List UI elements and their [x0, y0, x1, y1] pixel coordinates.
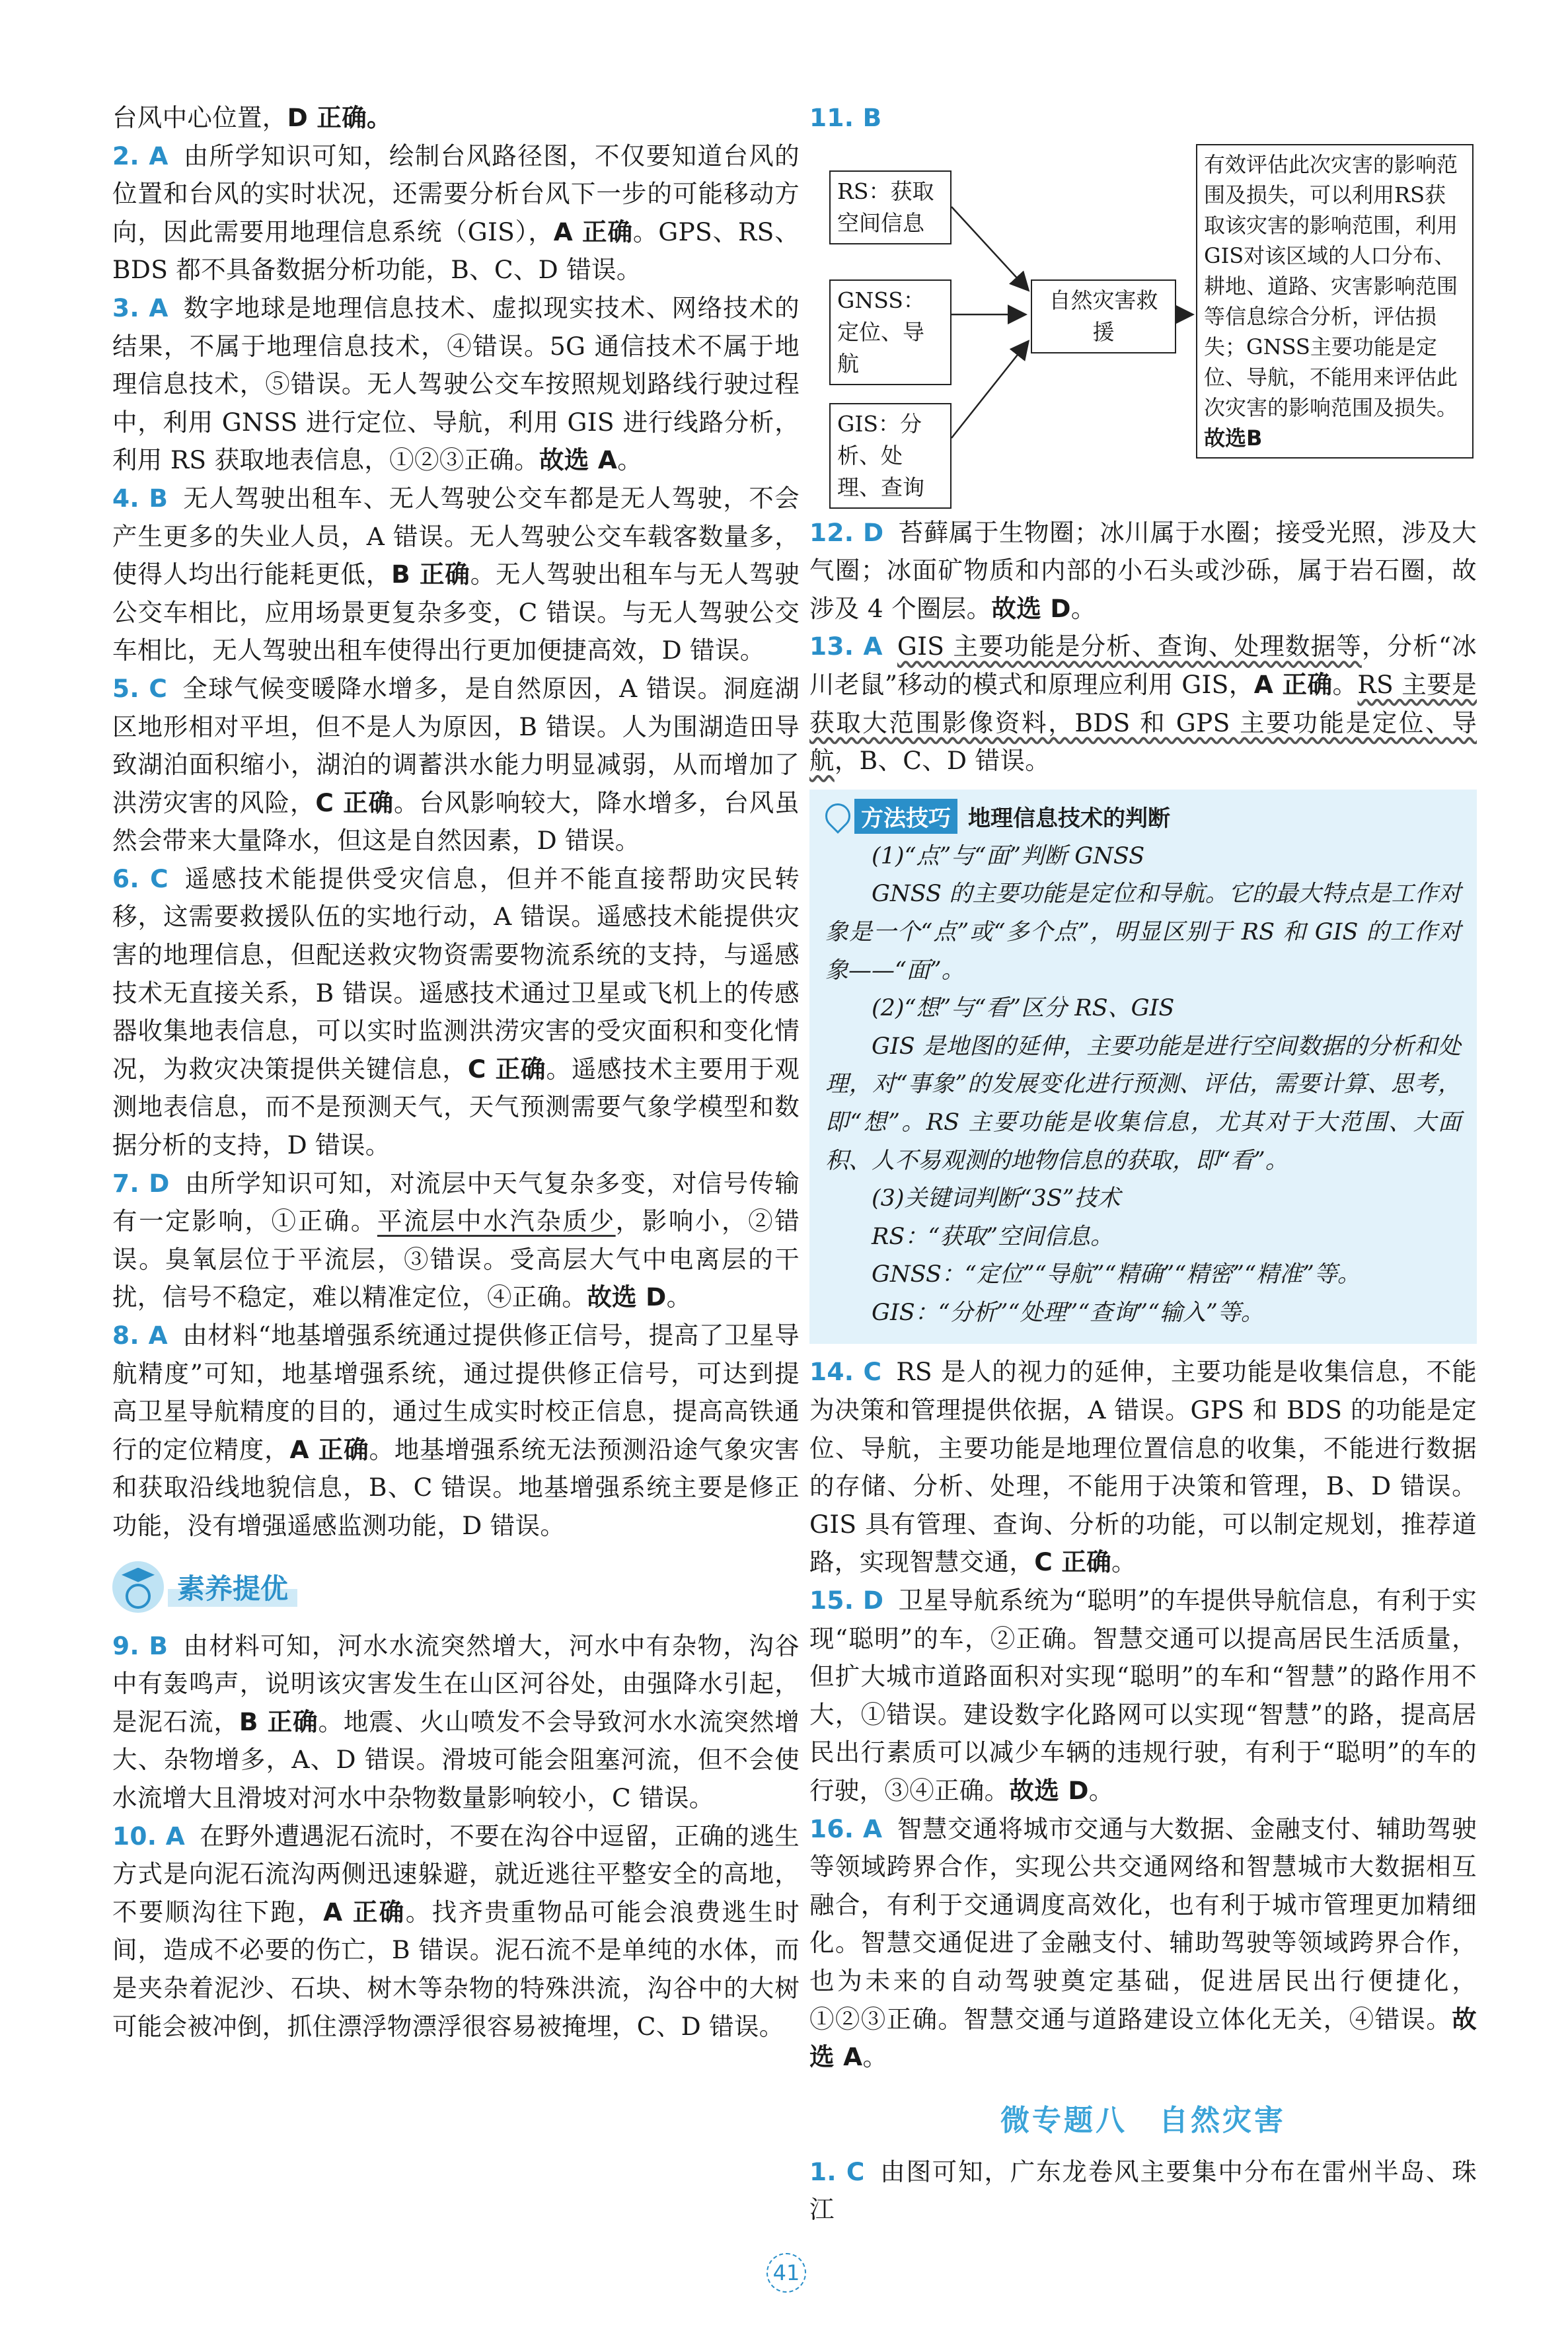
answer-5: 5. C 全球气候变暖降水增多，是自然原因，A 错误。洞庭湖区地形相对平坦，但不是人为原因，B 错误。人为围湖造田导致湖泊面积缩小，湖泊的调蓄洪水能力明显减弱，从而增加了洪涝灾害的风险，C 正确。台风影响较大，降水增多，台风虽然会带来大量降水，但这是自然因素，D 错误。	[112, 673, 800, 856]
arrow-rs	[952, 207, 1027, 289]
tips-header	[825, 799, 1461, 834]
answer-16: 16. A 智慧交通将城市交通与大数据、金融支付、辅助驾驶等领域跨界合作，实现公共交通网络和智慧城市大数据相互融合，有利于交通调度高效化，也有利于城市管理更加精细化。智慧交通促进了金融支付、辅助驾驶等领域跨界合作，也为未来的自动驾驶奠定基础，促进居民出行便捷化，①②③正确。智慧交通与道路建设立体化无关，④错误。故选 A。	[809, 1814, 1477, 2072]
answer-6: 6. C 遥感技术能提供受灾信息，但并不能直接帮助灾民转移，这需要救援队伍的实地行动，A 错误。遥感技术能提供灾害的地理信息，但配送救灾物资需要物流系统的支持，与遥感技术无直接关系，B 错误。遥感技术通过卫星或飞机上的传感器收集地表信息，可以实时监测洪涝灾害的受灾面积和变化情况，为救灾决策提供关键信息，C 正确。遥感技术主要用于观测地表信息，而不是预测天气，天气预测需要气象学模型和数据分析的支持，D 错误。	[112, 864, 800, 1160]
flow-diagram	[809, 144, 1477, 514]
box-gnss: GNSS：定位、导航	[829, 279, 952, 385]
tips-line: RS：“获取”空间信息。	[872, 1223, 1114, 1250]
underlined-text: 平流层中水汽杂质少	[377, 1206, 616, 1236]
section-title: 素养提优	[168, 1567, 297, 1607]
page-number: 41	[766, 2253, 806, 2293]
answer-4: 4. B 无人驾驶出租车、无人驾驶公交车都是无人驾驶，不会产生更多的失业人员，A 错误。无人驾驶公交车载客数量多，使得人均出行能耗更低，B 正确。无人驾驶出租车与无人驾驶公交车相比，应用场景更复杂多变，C 错误。与无人驾驶公交车相比，无人驾驶出租车使得出行更加便捷高效，D 错误。	[112, 483, 800, 665]
tips-line: (2)“想”与“看”区分 RS、GIS	[872, 995, 1175, 1022]
box-gis: GIS：分析、处理、查询	[829, 403, 952, 509]
tips-line: GNSS：“定位”“导航”“精确”“精密”“精准”等。	[872, 1261, 1361, 1288]
method-tips-box	[809, 790, 1477, 1345]
section-heading	[112, 1551, 800, 1623]
left-column	[112, 99, 800, 2046]
answer-13: 13. A GIS 主要功能是分析、查询、处理数据等，分析“冰川老鼠”移动的模式和原理应利用 GIS，A 正确。RS 主要是获取大范围影像资料，BDS 和 GPS 主要功能是定位、导航，B、C、D 错误。	[809, 632, 1477, 776]
answer-3: 3. A 数字地球是地理信息技术、虚拟现实技术、网络技术的结果，不属于地理信息技术，④错误。5G 通信技术不属于地理信息技术，⑤错误。无人驾驶公交车按照规划路线行驶过程中，利用 GNSS 进行定位、导航，利用 GIS 进行线路分析，利用 RS 获取地表信息，①②③正确。故选 A。	[112, 293, 800, 475]
tips-title: 地理信息技术的判断	[968, 805, 1170, 832]
answer-15: 15. D 卫星导航系统为“聪明”的车提供导航信息，有利于实现“聪明”的车，②正确。智慧交通可以提高居民生活质量，但扩大城市道路面积对实现“聪明”的车和“智慧”的路作用不大，①错误。建设数字化路网可以实现“智慧”的路，提高居民出行素质可以减少车辆的违规行驶，有利于“聪明”的车的行驶，③④正确。故选 D。	[809, 1586, 1477, 1805]
micro-topic-title: 微专题八 自然灾害	[1000, 2103, 1286, 2137]
arrow-gis	[952, 342, 1027, 438]
answer-11: 11. B	[809, 103, 882, 132]
answer-2: 2. A 由所学知识可知，绘制台风路径图，不仅要知道台风的位置和台风的实时状况，还需要分析台风下一步的可能移动方向，因此需要用地理信息系统（GIS），A 正确。GPS、RS、BDS 都不具备数据分析功能，B、C、D 错误。	[112, 141, 800, 285]
answer-10: 10. A 在野外遭遇泥石流时，不要在沟谷中逗留，正确的逃生方式是向泥石流沟两侧迅速躲避，就近逃往平整安全的高地，不要顺沟往下跑，A 正确。找齐贵重物品可能会浪费逃生时间，造成不必要的伤亡，B 错误。泥石流不是单纯的水体，而是夹杂着泥沙、石块、树木等杂物的特殊洪流，沟谷中的大树可能会被冲倒，抓住漂浮物漂浮很容易被掩埋，C、D 错误。	[112, 1821, 800, 2041]
answer-12: 12. D 苔藓属于生物圈；冰川属于水圈；接受光照，涉及大气圈；冰面矿物质和内部的小石头或沙砾，属于岩石圈，故涉及 4 个圈层。故选 D。	[809, 517, 1477, 623]
tips-line: GNSS 的主要功能是定位和导航。它的最大特点是工作对象是一个“点”或“多个点”，明显区别于 RS 和 GIS 的工作对象——“面”。	[825, 881, 1461, 984]
answer-1: 1. C 由图可知，广东龙卷风主要集中分布在雷州半岛、珠江	[809, 2157, 1477, 2225]
tips-line: (3)关键词判断“3S”技术	[872, 1185, 1121, 1212]
map-pin-icon	[820, 798, 856, 834]
right-column	[809, 99, 1477, 2229]
tips-label: 方法技巧	[854, 799, 957, 834]
box-disaster-rescue: 自然灾害救援	[1031, 279, 1176, 353]
answer-7: 7. D 由所学知识可知，对流层中天气复杂多变，对信号传输有一定影响，①正确。平流层中水汽杂质少，影响小，②错误。臭氧层位于平流层，③错误。受高层大气中电离层的干扰，信号不稳定，难以精准定位，④正确。故选 D。	[112, 1168, 800, 1312]
box-result: 有效评估此次灾害的影响范围及损失，可以利用RS获取该灾害的影响范围，利用GIS对该区域的人口分布、耕地、道路、灾害影响范围等信息综合分析，评估损失；GNSS主要功能是定位、导航，不能用来评估此次灾害的影响范围及损失。故选B	[1196, 144, 1474, 459]
tips-line: (1)“点”与“面”判断 GNSS	[872, 842, 1145, 869]
graduation-globe-icon	[112, 1561, 164, 1613]
tips-line: GIS：“分析”“处理”“查询”“输入”等。	[872, 1299, 1264, 1326]
answer-9: 9. B 由材料可知，河水水流突然增大，河水中有杂物，沟谷中有轰鸣声，说明该灾害发生在山区河谷处，由强降水引起，是泥石流，B 正确。地震、火山喷发不会导致河水水流突然增大、杂物增多，A、D 错误。滑坡可能会阻塞河流，但不会使水流增大且滑坡对河水中杂物数量影响较小，C 错误。	[112, 1631, 800, 1812]
answer-continuation: 台风中心位置，D 正确。	[112, 103, 392, 132]
answer-14: 14. C RS 是人的视力的延伸，主要功能是收集信息，不能为决策和管理提供依据，A 错误。GPS 和 BDS 的功能是定位、导航，主要功能是地理位置信息的收集，不能进行数据的存储、分析、处理，不能用于决策和管理，B、D 错误。GIS 具有管理、查询、分析的功能，可以制定规划，推荐道路，实现智慧交通，C 正确。	[809, 1357, 1477, 1577]
answer-8: 8. A 由材料“地基增强系统通过提供修正信号，提高了卫星导航精度”可知，地基增强系统，通过提供修正信号，可达到提高卫星导航精度的目的，通过生成实时校正信息，提高高铁通行的定位精度，A 正确。地基增强系统无法预测沿途气象灾害和获取沿线地貌信息，B、C 错误。地基增强系统主要是修正功能，没有增强遥感监测功能，D 错误。	[112, 1321, 800, 1540]
box-rs: RS：获取空间信息	[829, 170, 952, 244]
tips-line: GIS 是地图的延伸，主要功能是进行空间数据的分析和处理，对“事象”的发展变化进行预测、评估，需要计算、思考，即“想”。RS 主要功能是收集信息，尤其对于大范围、大面积、人不易观测的地物信息的获取，即“看”。	[825, 1033, 1461, 1174]
